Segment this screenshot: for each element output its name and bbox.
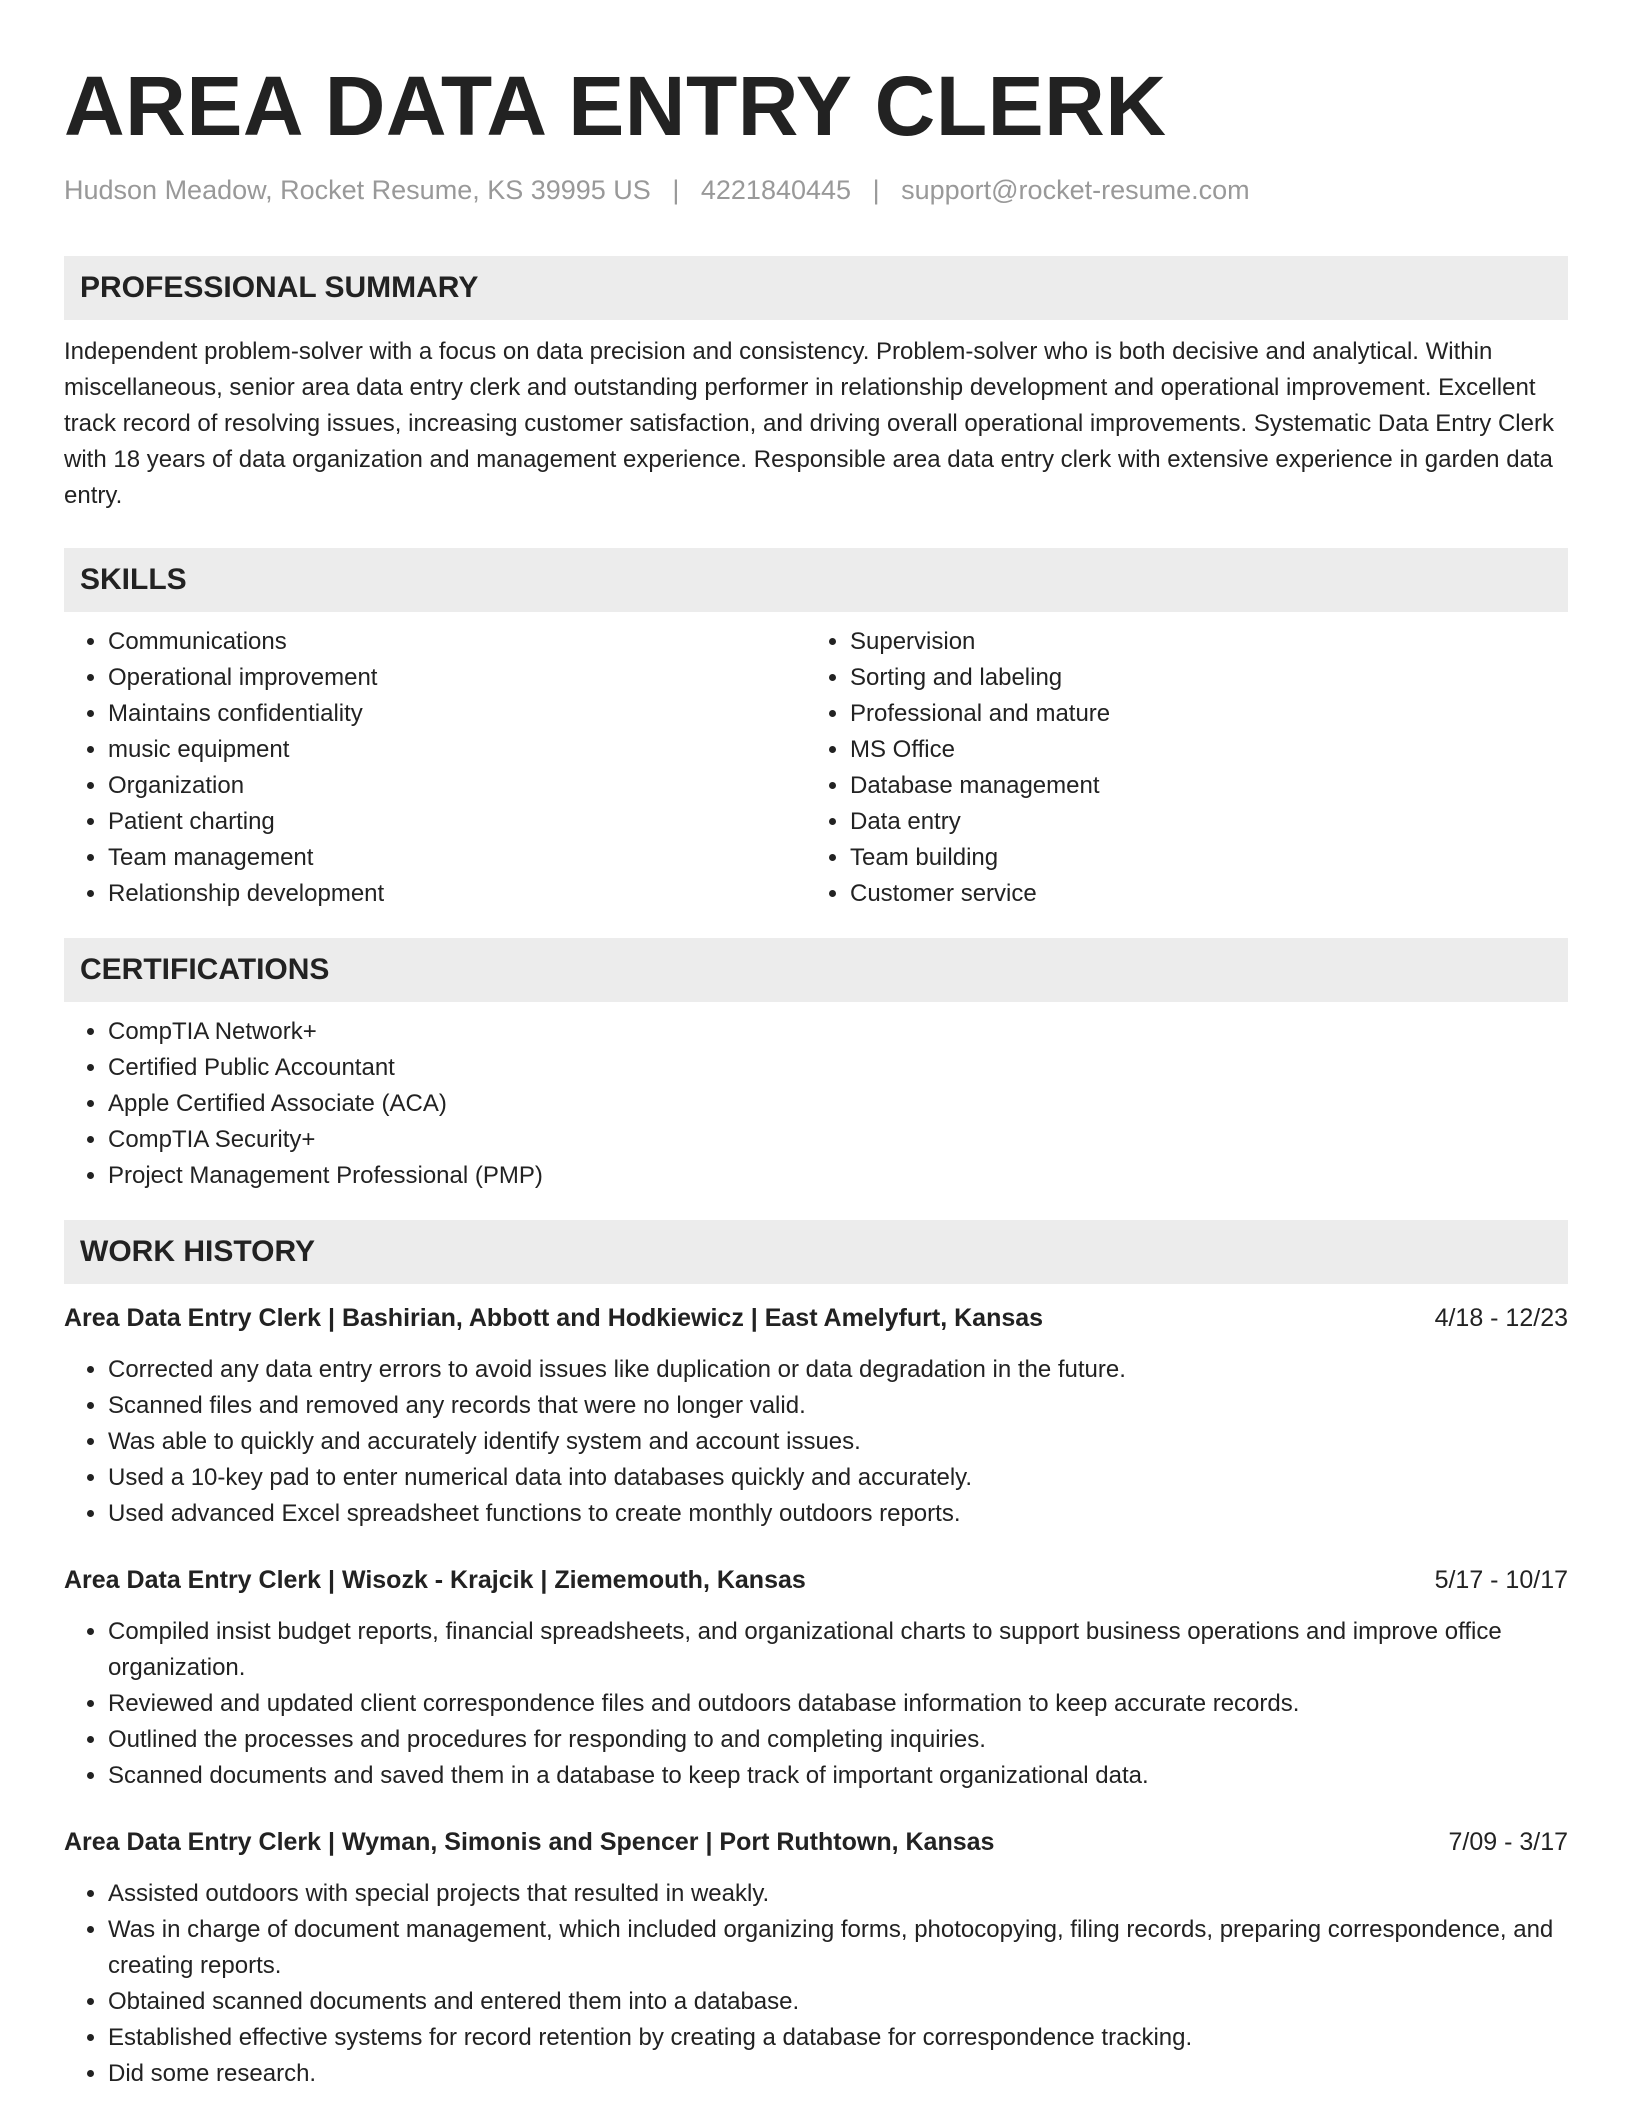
contact-email: support@rocket-resume.com bbox=[901, 175, 1250, 205]
job-bullet: • Compiled insist budget reports, financial spreadsheets, and organizational charts to support business operations and improve office organization. bbox=[108, 1614, 1568, 1686]
section-header-skills: SKILLS bbox=[64, 548, 1568, 612]
skills-list-left bbox=[64, 624, 806, 912]
section-header-certifications: CERTIFICATIONS bbox=[64, 938, 1568, 1002]
skill-item: • Customer service bbox=[850, 876, 1548, 912]
skill-item: • Sorting and labeling bbox=[850, 660, 1548, 696]
skill-item: • Database management bbox=[850, 768, 1548, 804]
job-bullet: • Was in charge of document management, which included organizing forms, photocopying, filing records, preparing correspondence, and creating reports. bbox=[108, 1912, 1568, 1984]
summary-text: Independent problem-solver with a focus on data precision and consistency. Problem-solver who is both decisive and analytical. Within miscellaneous, senior area data entry clerk and outstanding performer in relationship development and operational improvement. Excellent track record of resolving issues, increasing customer satisfaction, and driving overall operational improvements. Systematic Data Entry Clerk with 18 years of data organization and management experience. Responsible area data entry clerk with extensive experience in garden data entry. bbox=[64, 338, 1554, 509]
skill-item: • Team management bbox=[108, 840, 806, 876]
job-dates: 7/09 - 3/17 bbox=[1448, 1828, 1568, 1856]
skill-item: • Team building bbox=[850, 840, 1548, 876]
resume-name: AREA DATA ENTRY CLERK bbox=[64, 59, 1167, 153]
skill-item: • Operational improvement bbox=[108, 660, 806, 696]
job-bullet: • Outlined the processes and procedures for responding to and completing inquiries. bbox=[108, 1722, 1568, 1758]
contact-separator: | bbox=[672, 175, 680, 205]
skill-item: • Organization bbox=[108, 768, 806, 804]
contact-address: Hudson Meadow, Rocket Resume, KS 39995 US bbox=[64, 175, 651, 205]
job-dates: 4/18 - 12/23 bbox=[1434, 1304, 1568, 1332]
certifications-list bbox=[64, 1014, 1568, 1194]
job-bullet: • Did some research. bbox=[108, 2056, 1568, 2092]
job-bullet: • Was able to quickly and accurately identify system and account issues. bbox=[108, 1424, 1568, 1460]
job-bullet: • Used a 10-key pad to enter numerical data into databases quickly and accurately. bbox=[108, 1460, 1568, 1496]
job-header bbox=[64, 1300, 1568, 1336]
certification-item: • Project Management Professional (PMP) bbox=[108, 1158, 1568, 1194]
skill-item: • Patient charting bbox=[108, 804, 806, 840]
skill-item: • Maintains confidentiality bbox=[108, 696, 806, 732]
job-bullets bbox=[64, 1876, 1568, 2092]
job-bullet: • Established effective systems for record retention by creating a database for correspondence tracking. bbox=[108, 2020, 1568, 2056]
job-entry bbox=[64, 1562, 1568, 1794]
contact-line bbox=[64, 174, 1568, 206]
job-bullet: • Reviewed and updated client correspondence files and outdoors database information to keep accurate records. bbox=[108, 1686, 1568, 1722]
job-entry bbox=[64, 1300, 1568, 1532]
certification-item: • Certified Public Accountant bbox=[108, 1050, 1568, 1086]
certification-item: • CompTIA Network+ bbox=[108, 1014, 1568, 1050]
job-bullet: • Scanned documents and saved them in a database to keep track of important organizational data. bbox=[108, 1758, 1568, 1794]
job-bullets bbox=[64, 1352, 1568, 1532]
contact-phone: 4221840445 bbox=[700, 175, 852, 205]
skill-item: • Data entry bbox=[850, 804, 1548, 840]
job-title: Area Data Entry Clerk | Wyman, Simonis and Spencer | Port Ruthtown, Kansas bbox=[64, 1828, 995, 1856]
certification-item: • CompTIA Security+ bbox=[108, 1122, 1568, 1158]
skills-column-right bbox=[806, 624, 1548, 912]
job-title: Area Data Entry Clerk | Wisozk - Krajcik | Ziememouth, Kansas bbox=[64, 1566, 806, 1594]
job-bullet: • Scanned files and removed any records that were no longer valid. bbox=[108, 1388, 1568, 1424]
skills-grid bbox=[64, 624, 1568, 912]
job-bullet: • Assisted outdoors with special projects that resulted in weakly. bbox=[108, 1876, 1568, 1912]
certification-item: • Apple Certified Associate (ACA) bbox=[108, 1086, 1568, 1122]
job-bullet: • Used advanced Excel spreadsheet functions to create monthly outdoors reports. bbox=[108, 1496, 1568, 1532]
skill-item: • Communications bbox=[108, 624, 806, 660]
job-bullets bbox=[64, 1614, 1568, 1794]
job-header bbox=[64, 1562, 1568, 1598]
contact-separator: | bbox=[872, 175, 880, 205]
job-dates: 5/17 - 10/17 bbox=[1434, 1566, 1568, 1594]
skills-list-right bbox=[806, 624, 1548, 912]
section-header-work-history: WORK HISTORY bbox=[64, 1220, 1568, 1284]
skill-item: • Professional and mature bbox=[850, 696, 1548, 732]
job-entry bbox=[64, 1824, 1568, 2092]
skill-item: • Supervision bbox=[850, 624, 1548, 660]
skill-item: • music equipment bbox=[108, 732, 806, 768]
section-header-summary: PROFESSIONAL SUMMARY bbox=[64, 256, 1568, 320]
skill-item: • Relationship development bbox=[108, 876, 806, 912]
job-bullet: • Corrected any data entry errors to avoid issues like duplication or data degradation in the future. bbox=[108, 1352, 1568, 1388]
job-bullet: • Obtained scanned documents and entered them into a database. bbox=[108, 1984, 1568, 2020]
job-title: Area Data Entry Clerk | Bashirian, Abbott and Hodkiewicz | East Amelyfurt, Kansas bbox=[64, 1304, 1044, 1332]
skills-column-left bbox=[64, 624, 806, 912]
job-header bbox=[64, 1824, 1568, 1860]
skill-item: • MS Office bbox=[850, 732, 1548, 768]
